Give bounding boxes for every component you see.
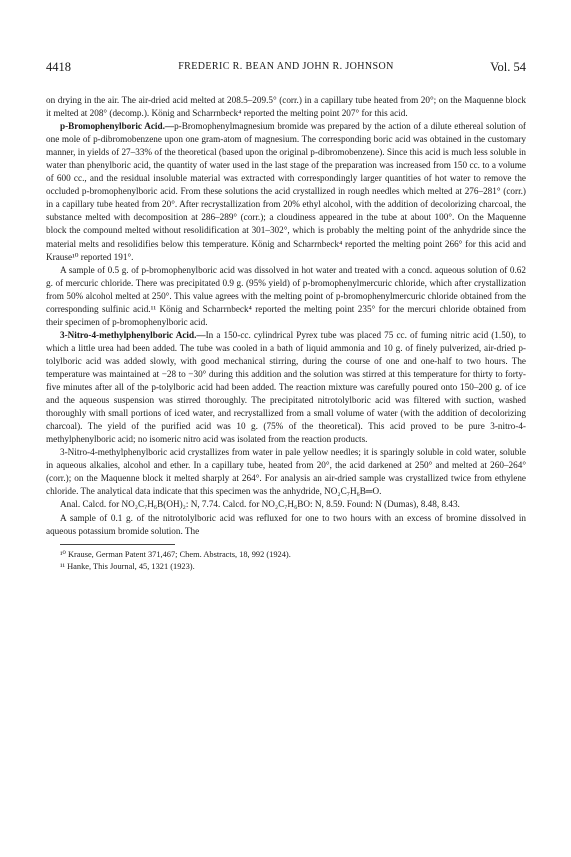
paragraph-text: A sample of 0.1 g. of the nitrotolylboric acid was refluxed for one to two hours with an excess of bromine dissolved in aqueous potassium bromide solution. The (46, 512, 526, 536)
journal-page (46, 60, 526, 574)
paragraph-mercuric-chloride (46, 264, 526, 329)
section-title: 3-Nitro-4-methylphenylboric Acid.— (60, 329, 206, 340)
section-nitro-methylphenylboric-acid (46, 329, 526, 446)
paragraph-text: A sample of 0.5 g. of p-bromophenylboric acid was dissolved in hot water and treated with a concd. aqueous solution of 0.62 g. of mercuric chloride. There was precipitated 0.9 g. (95% yield) of p-bromophenylmercuric chloride, which after crystallization from 50% alcohol melted at 250°. This value agrees with the melting point of p-bromophenylmercuric chloride obtained from the corresponding sulfinic acid.¹¹ König and Scharrnbeck⁴ reported the melting point 235° for the mercuri chloride obtained from their specimen of p-bromophenylboric acid. (46, 264, 526, 327)
running-header (46, 60, 526, 78)
paragraph-text: Anal. Calcd. for NO₂C₇H₆B(OH)₂: N, 7.74. Calcd. for NO₂C₇H₆BO: N, 8.59. Found: N (Dumas), 8.48, 8.43. (60, 499, 460, 510)
article-body (46, 94, 526, 538)
paragraph-text: 3-Nitro-4-methylphenylboric acid crystallizes from water in pale yellow needles; it is sparingly soluble in cold water, soluble in aqueous alkalies, alcohol and ether. In a capillary tube, heated from 20°, the acid darkened at 250° and melted at 260–264° (corr.); on the Maquenne block it melted sharply at 264°. For analysis an air-dried sample was crystallized twice from ethylene chloride. The analytical data indicate that this specimen was the anhydride, NO₂C₇H₆B═O. (46, 447, 526, 497)
page-number: 4418 (46, 60, 71, 74)
paragraph-text: p-Bromophenylmagnesium bromide was prepared by the action of a dilute ethereal solution of one mole of p-dibromobenzene upon one gram-atom of magnesium. The corresponding boric acid was obtained in the customary manner, in yields of 27–33% of the theoretical (based upon the original p-dibromobenzene). Since this acid is much less soluble in water than phenylboric acid, the quantity of water used in the last stage of the preparation was increased from 150 cc. to a volume of 600 cc., and the residual insoluble material was extracted with correspondingly larger quantities of hot water to remove the occluded p-bromophenylboric acid. From these solutions the acid crystallized in rough needles which melted at 276–281° (corr.) in a capillary tube heated from 20°. After recrystallization from 20% ethyl alcohol, with the addition of decolorizing charcoal, the substance melted with decomposition at 286–289° (corr.); a cloudiness appeared in the tube at about 100°. On the Maquenne block the compound melted without resolidification at 301–302°, which is probably the melting point of the anhydride since the material melts and resolidifies below this temperature. König and Scharrnbeck⁴ reported the melting point 266° for this acid and Krause¹⁰ reported 191°. (46, 121, 526, 262)
section-title: p-Bromophenylboric Acid.— (60, 121, 175, 132)
footnote-divider (60, 544, 175, 545)
paragraph-properties (46, 446, 526, 498)
paragraph-analysis (46, 498, 526, 511)
paragraph-continuation (46, 94, 526, 120)
paragraph-text: In a 150-cc. cylindrical Pyrex tube was placed 75 cc. of fuming nitric acid (1.50), to which a little urea had been added. The tube was cooled in a bath of liquid ammonia and 10 g. of finely pulverized, air-dried p-tolylboric acid was added slowly, with good mechanical stirring, during the course of one and one-half to two hours. The temperature was maintained at −28 to −30° during this addition and the solution was stirred at this temperature for thirty to forty-five minutes after all of the p-tolylboric acid had been added. The reaction mixture was carefully poured onto 150–200 g. of ice and the aqueous suspension was stirred thoroughly. The precipitated nitrotolylboric acid was filtered with suction, washed thoroughly with small portions of iced water, and recrystallized from a small volume of water (with the addition of decolorizing charcoal). The yield of the purified acid was 10 g. (75% of the theoretical). This acid proved to be pure 3-nitro-4-methylphenylboric acid; no isomeric nitro acid was isolated from the reaction products. (46, 329, 526, 445)
footnotes (46, 549, 526, 574)
section-bromophenylboric-acid (46, 120, 526, 264)
paragraph-text: on drying in the air. The air-dried acid melted at 208.5–209.5° (corr.) in a capillary tube heated from 20°; on the Maquenne block it melted at 208° (decomp.). König and Scharrnbeck⁴ reported the melting point 207° for this acid. (46, 95, 526, 119)
footnote-10: ¹⁰ Krause, German Patent 371,467; Chem. Abstracts, 18, 992 (1924). (60, 549, 291, 559)
volume-label: Vol. 54 (490, 60, 526, 74)
footnote-11: ¹¹ Hanke, This Journal, 45, 1321 (1923). (60, 562, 195, 572)
paragraph-bromination (46, 512, 526, 538)
running-head-authors: FREDERIC R. BEAN AND JOHN R. JOHNSON (178, 61, 394, 72)
